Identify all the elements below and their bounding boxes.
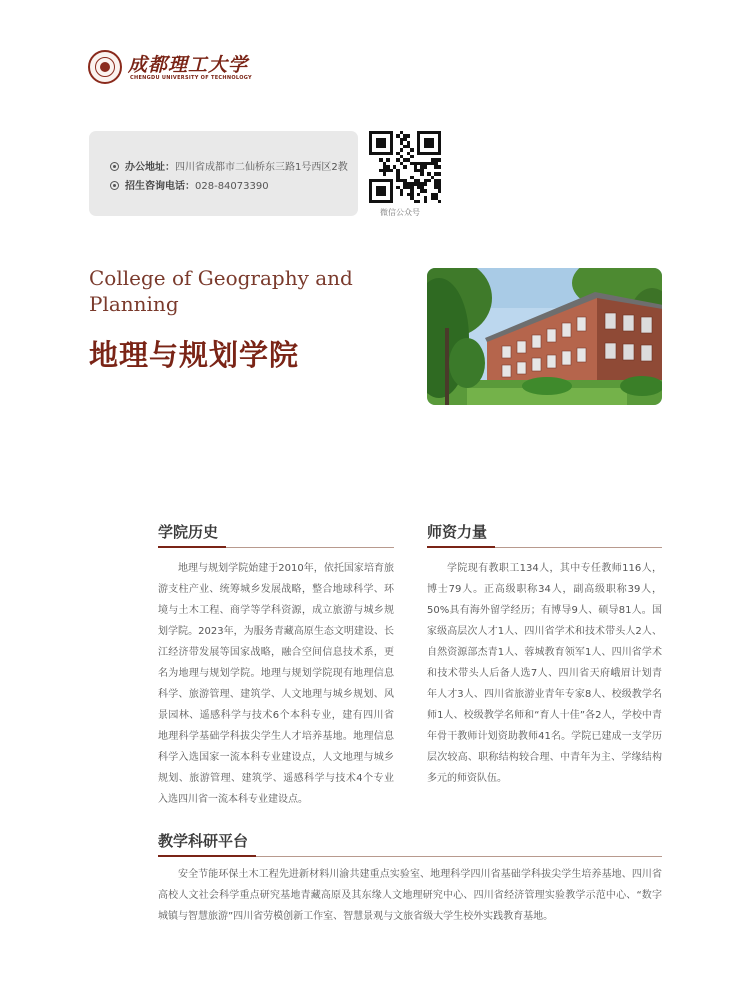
history-divider — [158, 547, 394, 548]
faculty-body: 学院现有教职工134人，其中专任教师116人，博士79人。正高级职称34人，副高级职称39人，50%具有海外留学经历；有博导9人、硕导81人。国家级高层次人才1人、四川省学术和技术带头人2人、自然资源部杰青1人、蓉城教育领军1人、四川省学术和技术带头人后备人选7人、四川省天府峨眉计划青年人才3人、四川省旅游业青年专家8人、校级教学名师1人、校级教学名师和“育人十佳”各2人，学校中青年骨干教师计划资助教师41名。学院已建成一支学历层次较高、职称结构较合理、中青年为主、学缘结构多元的师资队伍。 — [427, 563, 662, 784]
university-seal-icon — [88, 50, 122, 84]
qr-caption: 微信公众号 — [380, 208, 420, 217]
contact-panel — [89, 131, 358, 216]
address-label: 办公地址： — [125, 162, 175, 173]
university-name-cn: 成都理工大学 — [128, 54, 249, 76]
faculty-heading: 师资力量 — [427, 523, 488, 541]
college-name-en: College of Geography and Planning — [89, 266, 353, 316]
history-heading: 学院历史 — [158, 523, 219, 541]
qr-code-icon — [369, 131, 441, 203]
platform-body: 安全节能环保土木工程先进新材料川渝共建重点实验室、地理科学四川省基础学科拔尖学生培养基地、四川省高校人文社会科学重点研究基地青藏高原及其东缘人文地理研究中心、四川省经济管理实验教学示范中心、“数字城镇与智慧旅游”四川省劳模创新工作室、智慧景观与文旅省级大学生校外实践教育基地。 — [158, 869, 662, 922]
university-name-en: CHENGDU UNIVERSITY OF TECHNOLOGY — [130, 75, 252, 81]
phone-label: 招生咨询电话： — [125, 181, 195, 192]
phone-icon — [110, 181, 119, 190]
address-row — [110, 158, 348, 173]
platform-heading: 教学科研平台 — [158, 832, 249, 850]
address-value: 四川省成都市二仙桥东三路1号西区2教 — [175, 162, 348, 173]
location-icon — [110, 162, 119, 171]
college-name-cn: 地理与规划学院 — [89, 338, 300, 372]
phone-row — [110, 177, 269, 192]
platform-divider — [158, 856, 662, 857]
campus-building-photo — [427, 268, 662, 405]
phone-value: 028-84073390 — [195, 181, 269, 192]
faculty-divider — [427, 547, 662, 548]
history-body: 地理与规划学院始建于2010年，依托国家培育旅游支柱产业、统筹城乡发展战略，整合地球科学、环境与土木工程、商学等学科资源，成立旅游与城乡规划学院。2023年，为服务青藏高原生态文明建设、长江经济带发展等国家战略，融合空间信息技术系，更名为地理与规划学院。地理与规划学院现有地理信息科学、旅游管理、建筑学、人文地理与城乡规划、风景园林、遥感科学与技术6个本科专业，建有四川省地理科学基础学科拔尖学生人才培养基地。地理信息科学入选国家一流本科专业建设点，人文地理与城乡规划、旅游管理、建筑学、遥感科学与技术4个专业入选四川省一流本科专业建设点。 — [158, 563, 394, 805]
